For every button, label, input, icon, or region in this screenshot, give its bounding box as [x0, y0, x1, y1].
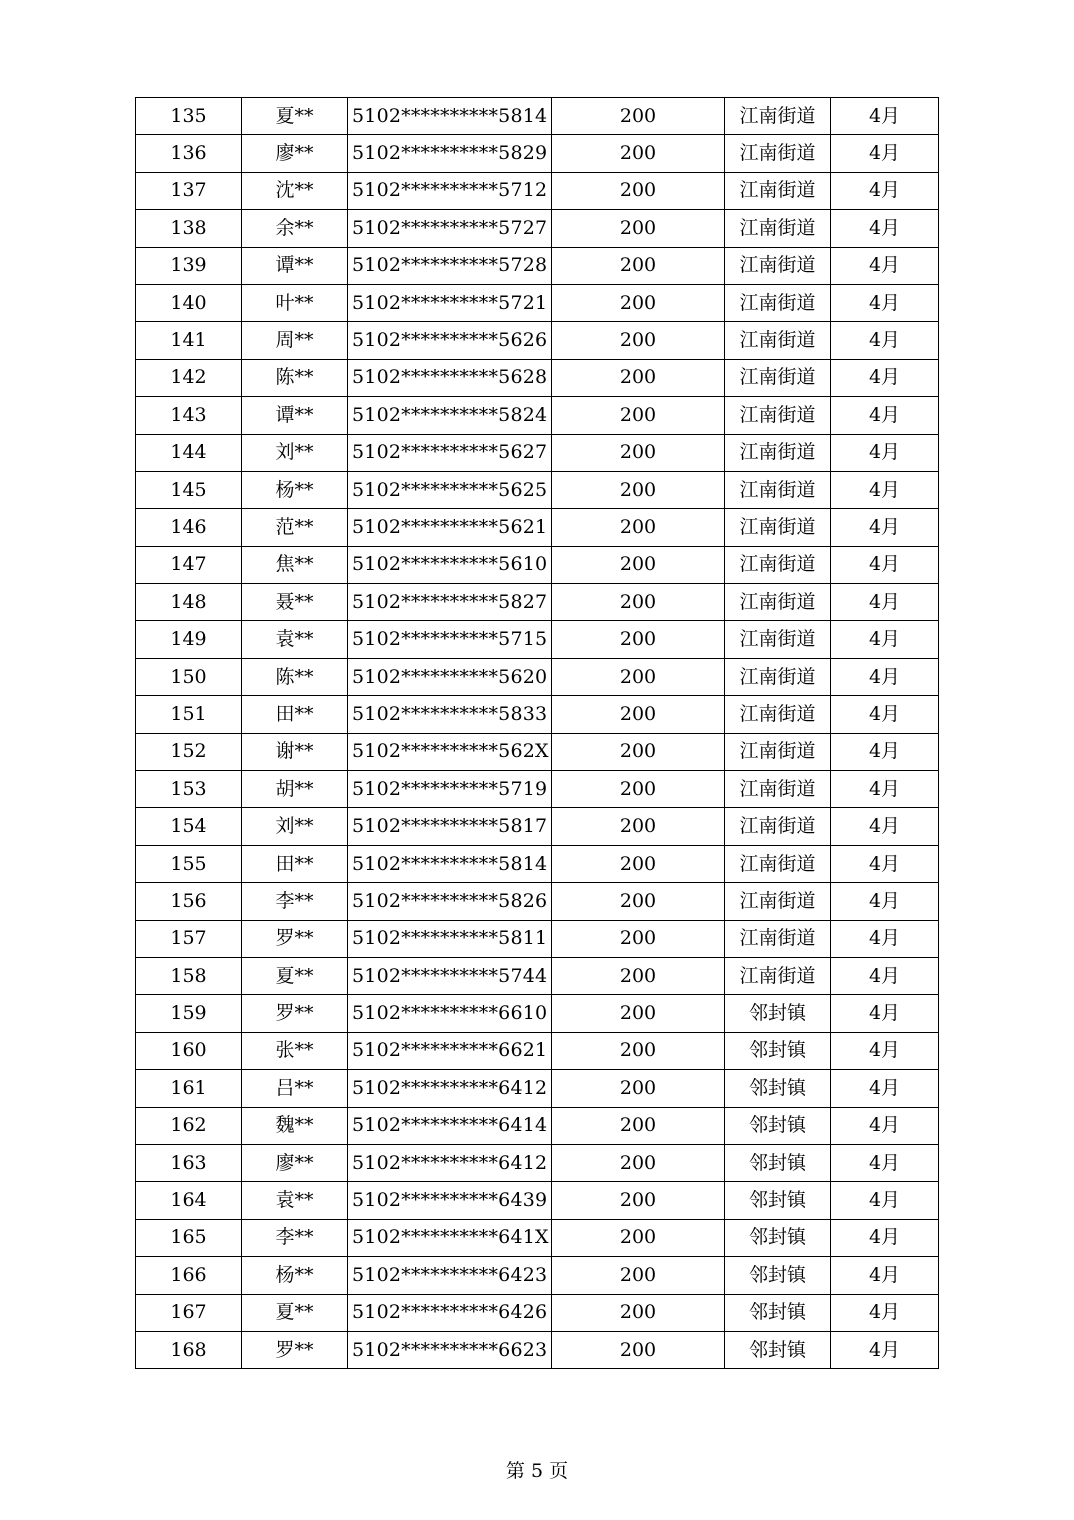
table-row — [136, 210, 939, 247]
cell-month: 4月 — [831, 1032, 939, 1069]
cell-month: 4月 — [831, 135, 939, 172]
cell-month: 4月 — [831, 172, 939, 209]
table-row — [136, 1144, 939, 1181]
cell-month: 4月 — [831, 696, 939, 733]
cell-serial-number: 150 — [136, 658, 242, 695]
cell-amount: 200 — [552, 995, 725, 1032]
cell-serial-number: 140 — [136, 284, 242, 321]
table-row — [136, 509, 939, 546]
cell-serial-number: 145 — [136, 471, 242, 508]
cell-serial-number: 154 — [136, 808, 242, 845]
cell-area: 邻封镇 — [725, 1219, 831, 1256]
cell-id-number: 5102**********5626 — [348, 322, 552, 359]
table-row — [136, 322, 939, 359]
table-row — [136, 247, 939, 284]
table-row — [136, 1107, 939, 1144]
roster-table — [135, 97, 939, 1369]
cell-area: 邻封镇 — [725, 1107, 831, 1144]
cell-amount: 200 — [552, 883, 725, 920]
cell-month: 4月 — [831, 98, 939, 135]
cell-id-number: 5102**********5833 — [348, 696, 552, 733]
cell-serial-number: 152 — [136, 733, 242, 770]
cell-name: 胡** — [242, 771, 348, 808]
table-row — [136, 1070, 939, 1107]
cell-amount: 200 — [552, 1331, 725, 1368]
cell-area: 江南街道 — [725, 883, 831, 920]
cell-id-number: 5102**********5814 — [348, 845, 552, 882]
cell-month: 4月 — [831, 284, 939, 321]
cell-amount: 200 — [552, 808, 725, 845]
cell-area: 邻封镇 — [725, 1294, 831, 1331]
cell-month: 4月 — [831, 621, 939, 658]
cell-name: 田** — [242, 845, 348, 882]
roster-table-body — [136, 98, 939, 1369]
table-row — [136, 845, 939, 882]
cell-month: 4月 — [831, 584, 939, 621]
table-row — [136, 771, 939, 808]
cell-month: 4月 — [831, 434, 939, 471]
cell-area: 江南街道 — [725, 845, 831, 882]
cell-amount: 200 — [552, 434, 725, 471]
cell-serial-number: 162 — [136, 1107, 242, 1144]
cell-serial-number: 165 — [136, 1219, 242, 1256]
table-row — [136, 696, 939, 733]
cell-amount: 200 — [552, 98, 725, 135]
table-row — [136, 471, 939, 508]
cell-area: 邻封镇 — [725, 1144, 831, 1181]
cell-name: 罗** — [242, 995, 348, 1032]
cell-id-number: 5102**********5744 — [348, 957, 552, 994]
cell-area: 江南街道 — [725, 696, 831, 733]
cell-area: 江南街道 — [725, 359, 831, 396]
table-row — [136, 1331, 939, 1368]
cell-month: 4月 — [831, 322, 939, 359]
table-row — [136, 1294, 939, 1331]
cell-name: 夏** — [242, 98, 348, 135]
cell-amount: 200 — [552, 210, 725, 247]
cell-month: 4月 — [831, 359, 939, 396]
cell-name: 陈** — [242, 359, 348, 396]
cell-month: 4月 — [831, 546, 939, 583]
table-row — [136, 98, 939, 135]
cell-serial-number: 164 — [136, 1182, 242, 1219]
cell-name: 魏** — [242, 1107, 348, 1144]
cell-area: 江南街道 — [725, 210, 831, 247]
page-number: 第 5 页 — [505, 1460, 569, 1482]
cell-area: 江南街道 — [725, 322, 831, 359]
table-row — [136, 1219, 939, 1256]
cell-id-number: 5102**********5621 — [348, 509, 552, 546]
table-row — [136, 546, 939, 583]
cell-area: 江南街道 — [725, 434, 831, 471]
cell-serial-number: 151 — [136, 696, 242, 733]
cell-id-number: 5102**********641X — [348, 1219, 552, 1256]
cell-serial-number: 146 — [136, 509, 242, 546]
cell-month: 4月 — [831, 771, 939, 808]
cell-name: 范** — [242, 509, 348, 546]
cell-month: 4月 — [831, 920, 939, 957]
cell-id-number: 5102**********6610 — [348, 995, 552, 1032]
cell-amount: 200 — [552, 509, 725, 546]
cell-serial-number: 147 — [136, 546, 242, 583]
cell-name: 谭** — [242, 397, 348, 434]
cell-area: 邻封镇 — [725, 995, 831, 1032]
cell-area: 江南街道 — [725, 247, 831, 284]
cell-id-number: 5102**********5811 — [348, 920, 552, 957]
cell-name: 夏** — [242, 957, 348, 994]
cell-name: 刘** — [242, 808, 348, 845]
cell-amount: 200 — [552, 696, 725, 733]
cell-amount: 200 — [552, 1144, 725, 1181]
cell-month: 4月 — [831, 957, 939, 994]
cell-name: 吕** — [242, 1070, 348, 1107]
cell-serial-number: 138 — [136, 210, 242, 247]
cell-serial-number: 142 — [136, 359, 242, 396]
cell-month: 4月 — [831, 995, 939, 1032]
cell-serial-number: 158 — [136, 957, 242, 994]
cell-name: 罗** — [242, 1331, 348, 1368]
cell-id-number: 5102**********5728 — [348, 247, 552, 284]
cell-amount: 200 — [552, 621, 725, 658]
cell-area: 江南街道 — [725, 957, 831, 994]
cell-serial-number: 135 — [136, 98, 242, 135]
cell-name: 袁** — [242, 1182, 348, 1219]
cell-month: 4月 — [831, 509, 939, 546]
cell-name: 夏** — [242, 1294, 348, 1331]
table-row — [136, 284, 939, 321]
cell-amount: 200 — [552, 1032, 725, 1069]
cell-id-number: 5102**********5627 — [348, 434, 552, 471]
cell-id-number: 5102**********6412 — [348, 1070, 552, 1107]
cell-amount: 200 — [552, 135, 725, 172]
cell-id-number: 5102**********5625 — [348, 471, 552, 508]
cell-month: 4月 — [831, 397, 939, 434]
cell-area: 江南街道 — [725, 584, 831, 621]
table-row — [136, 733, 939, 770]
cell-serial-number: 161 — [136, 1070, 242, 1107]
table-row — [136, 658, 939, 695]
table-row — [136, 359, 939, 396]
cell-area: 江南街道 — [725, 397, 831, 434]
cell-amount: 200 — [552, 1294, 725, 1331]
cell-amount: 200 — [552, 658, 725, 695]
table-row — [136, 584, 939, 621]
cell-area: 江南街道 — [725, 135, 831, 172]
cell-serial-number: 141 — [136, 322, 242, 359]
cell-amount: 200 — [552, 957, 725, 994]
table-row — [136, 920, 939, 957]
cell-month: 4月 — [831, 658, 939, 695]
cell-name: 袁** — [242, 621, 348, 658]
cell-id-number: 5102**********5610 — [348, 546, 552, 583]
cell-name: 沈** — [242, 172, 348, 209]
cell-id-number: 5102**********6623 — [348, 1331, 552, 1368]
cell-amount: 200 — [552, 845, 725, 882]
table-row — [136, 172, 939, 209]
cell-area: 邻封镇 — [725, 1182, 831, 1219]
cell-amount: 200 — [552, 471, 725, 508]
cell-serial-number: 139 — [136, 247, 242, 284]
cell-amount: 200 — [552, 322, 725, 359]
cell-name: 焦** — [242, 546, 348, 583]
cell-area: 江南街道 — [725, 546, 831, 583]
cell-amount: 200 — [552, 920, 725, 957]
cell-amount: 200 — [552, 584, 725, 621]
cell-area: 江南街道 — [725, 98, 831, 135]
cell-id-number: 5102**********6412 — [348, 1144, 552, 1181]
cell-month: 4月 — [831, 1182, 939, 1219]
cell-id-number: 5102**********5829 — [348, 135, 552, 172]
cell-area: 江南街道 — [725, 284, 831, 321]
cell-id-number: 5102**********5727 — [348, 210, 552, 247]
cell-amount: 200 — [552, 284, 725, 321]
cell-amount: 200 — [552, 733, 725, 770]
cell-name: 刘** — [242, 434, 348, 471]
cell-id-number: 5102**********5712 — [348, 172, 552, 209]
cell-month: 4月 — [831, 1070, 939, 1107]
cell-month: 4月 — [831, 471, 939, 508]
cell-month: 4月 — [831, 1331, 939, 1368]
cell-name: 杨** — [242, 1257, 348, 1294]
cell-serial-number: 163 — [136, 1144, 242, 1181]
cell-month: 4月 — [831, 883, 939, 920]
cell-id-number: 5102**********5826 — [348, 883, 552, 920]
cell-id-number: 5102**********5721 — [348, 284, 552, 321]
cell-serial-number: 136 — [136, 135, 242, 172]
cell-month: 4月 — [831, 247, 939, 284]
cell-month: 4月 — [831, 1294, 939, 1331]
cell-name: 罗** — [242, 920, 348, 957]
cell-serial-number: 144 — [136, 434, 242, 471]
cell-id-number: 5102**********5628 — [348, 359, 552, 396]
cell-serial-number: 137 — [136, 172, 242, 209]
table-row — [136, 883, 939, 920]
cell-area: 邻封镇 — [725, 1331, 831, 1368]
table-row — [136, 808, 939, 845]
cell-name: 谭** — [242, 247, 348, 284]
cell-area: 邻封镇 — [725, 1257, 831, 1294]
cell-serial-number: 143 — [136, 397, 242, 434]
cell-serial-number: 168 — [136, 1331, 242, 1368]
cell-id-number: 5102**********5824 — [348, 397, 552, 434]
table-row — [136, 1032, 939, 1069]
cell-id-number: 5102**********5817 — [348, 808, 552, 845]
cell-area: 邻封镇 — [725, 1032, 831, 1069]
cell-serial-number: 155 — [136, 845, 242, 882]
cell-name: 聂** — [242, 584, 348, 621]
cell-name: 周** — [242, 322, 348, 359]
cell-name: 廖** — [242, 1144, 348, 1181]
cell-amount: 200 — [552, 1182, 725, 1219]
cell-area: 江南街道 — [725, 621, 831, 658]
cell-amount: 200 — [552, 397, 725, 434]
cell-serial-number: 160 — [136, 1032, 242, 1069]
cell-id-number: 5102**********5620 — [348, 658, 552, 695]
cell-serial-number: 156 — [136, 883, 242, 920]
cell-serial-number: 148 — [136, 584, 242, 621]
cell-serial-number: 153 — [136, 771, 242, 808]
cell-month: 4月 — [831, 845, 939, 882]
cell-serial-number: 166 — [136, 1257, 242, 1294]
cell-amount: 200 — [552, 1219, 725, 1256]
cell-id-number: 5102**********562X — [348, 733, 552, 770]
cell-serial-number: 149 — [136, 621, 242, 658]
cell-id-number: 5102**********6439 — [348, 1182, 552, 1219]
table-row — [136, 1257, 939, 1294]
cell-month: 4月 — [831, 1257, 939, 1294]
cell-name: 谢** — [242, 733, 348, 770]
cell-name: 余** — [242, 210, 348, 247]
cell-amount: 200 — [552, 1257, 725, 1294]
table-row — [136, 1182, 939, 1219]
cell-month: 4月 — [831, 808, 939, 845]
cell-amount: 200 — [552, 771, 725, 808]
cell-area: 江南街道 — [725, 172, 831, 209]
cell-id-number: 5102**********6423 — [348, 1257, 552, 1294]
cell-amount: 200 — [552, 359, 725, 396]
cell-area: 江南街道 — [725, 733, 831, 770]
table-row — [136, 995, 939, 1032]
table-row — [136, 397, 939, 434]
cell-amount: 200 — [552, 1107, 725, 1144]
cell-area: 江南街道 — [725, 771, 831, 808]
cell-amount: 200 — [552, 247, 725, 284]
cell-area: 江南街道 — [725, 509, 831, 546]
cell-name: 李** — [242, 1219, 348, 1256]
cell-name: 杨** — [242, 471, 348, 508]
table-row — [136, 957, 939, 994]
cell-id-number: 5102**********6621 — [348, 1032, 552, 1069]
cell-month: 4月 — [831, 1219, 939, 1256]
cell-serial-number: 167 — [136, 1294, 242, 1331]
cell-month: 4月 — [831, 210, 939, 247]
table-row — [136, 434, 939, 471]
cell-name: 李** — [242, 883, 348, 920]
cell-id-number: 5102**********5715 — [348, 621, 552, 658]
cell-area: 邻封镇 — [725, 1070, 831, 1107]
cell-name: 廖** — [242, 135, 348, 172]
cell-area: 江南街道 — [725, 658, 831, 695]
cell-month: 4月 — [831, 1107, 939, 1144]
table-row — [136, 621, 939, 658]
cell-serial-number: 159 — [136, 995, 242, 1032]
cell-area: 江南街道 — [725, 808, 831, 845]
cell-month: 4月 — [831, 1144, 939, 1181]
cell-area: 江南街道 — [725, 471, 831, 508]
table-row — [136, 135, 939, 172]
cell-amount: 200 — [552, 546, 725, 583]
cell-name: 张** — [242, 1032, 348, 1069]
cell-name: 田** — [242, 696, 348, 733]
cell-name: 陈** — [242, 658, 348, 695]
cell-id-number: 5102**********6426 — [348, 1294, 552, 1331]
cell-month: 4月 — [831, 733, 939, 770]
cell-id-number: 5102**********6414 — [348, 1107, 552, 1144]
cell-amount: 200 — [552, 172, 725, 209]
cell-amount: 200 — [552, 1070, 725, 1107]
cell-name: 叶** — [242, 284, 348, 321]
cell-id-number: 5102**********5719 — [348, 771, 552, 808]
cell-area: 江南街道 — [725, 920, 831, 957]
cell-id-number: 5102**********5827 — [348, 584, 552, 621]
cell-id-number: 5102**********5814 — [348, 98, 552, 135]
cell-serial-number: 157 — [136, 920, 242, 957]
